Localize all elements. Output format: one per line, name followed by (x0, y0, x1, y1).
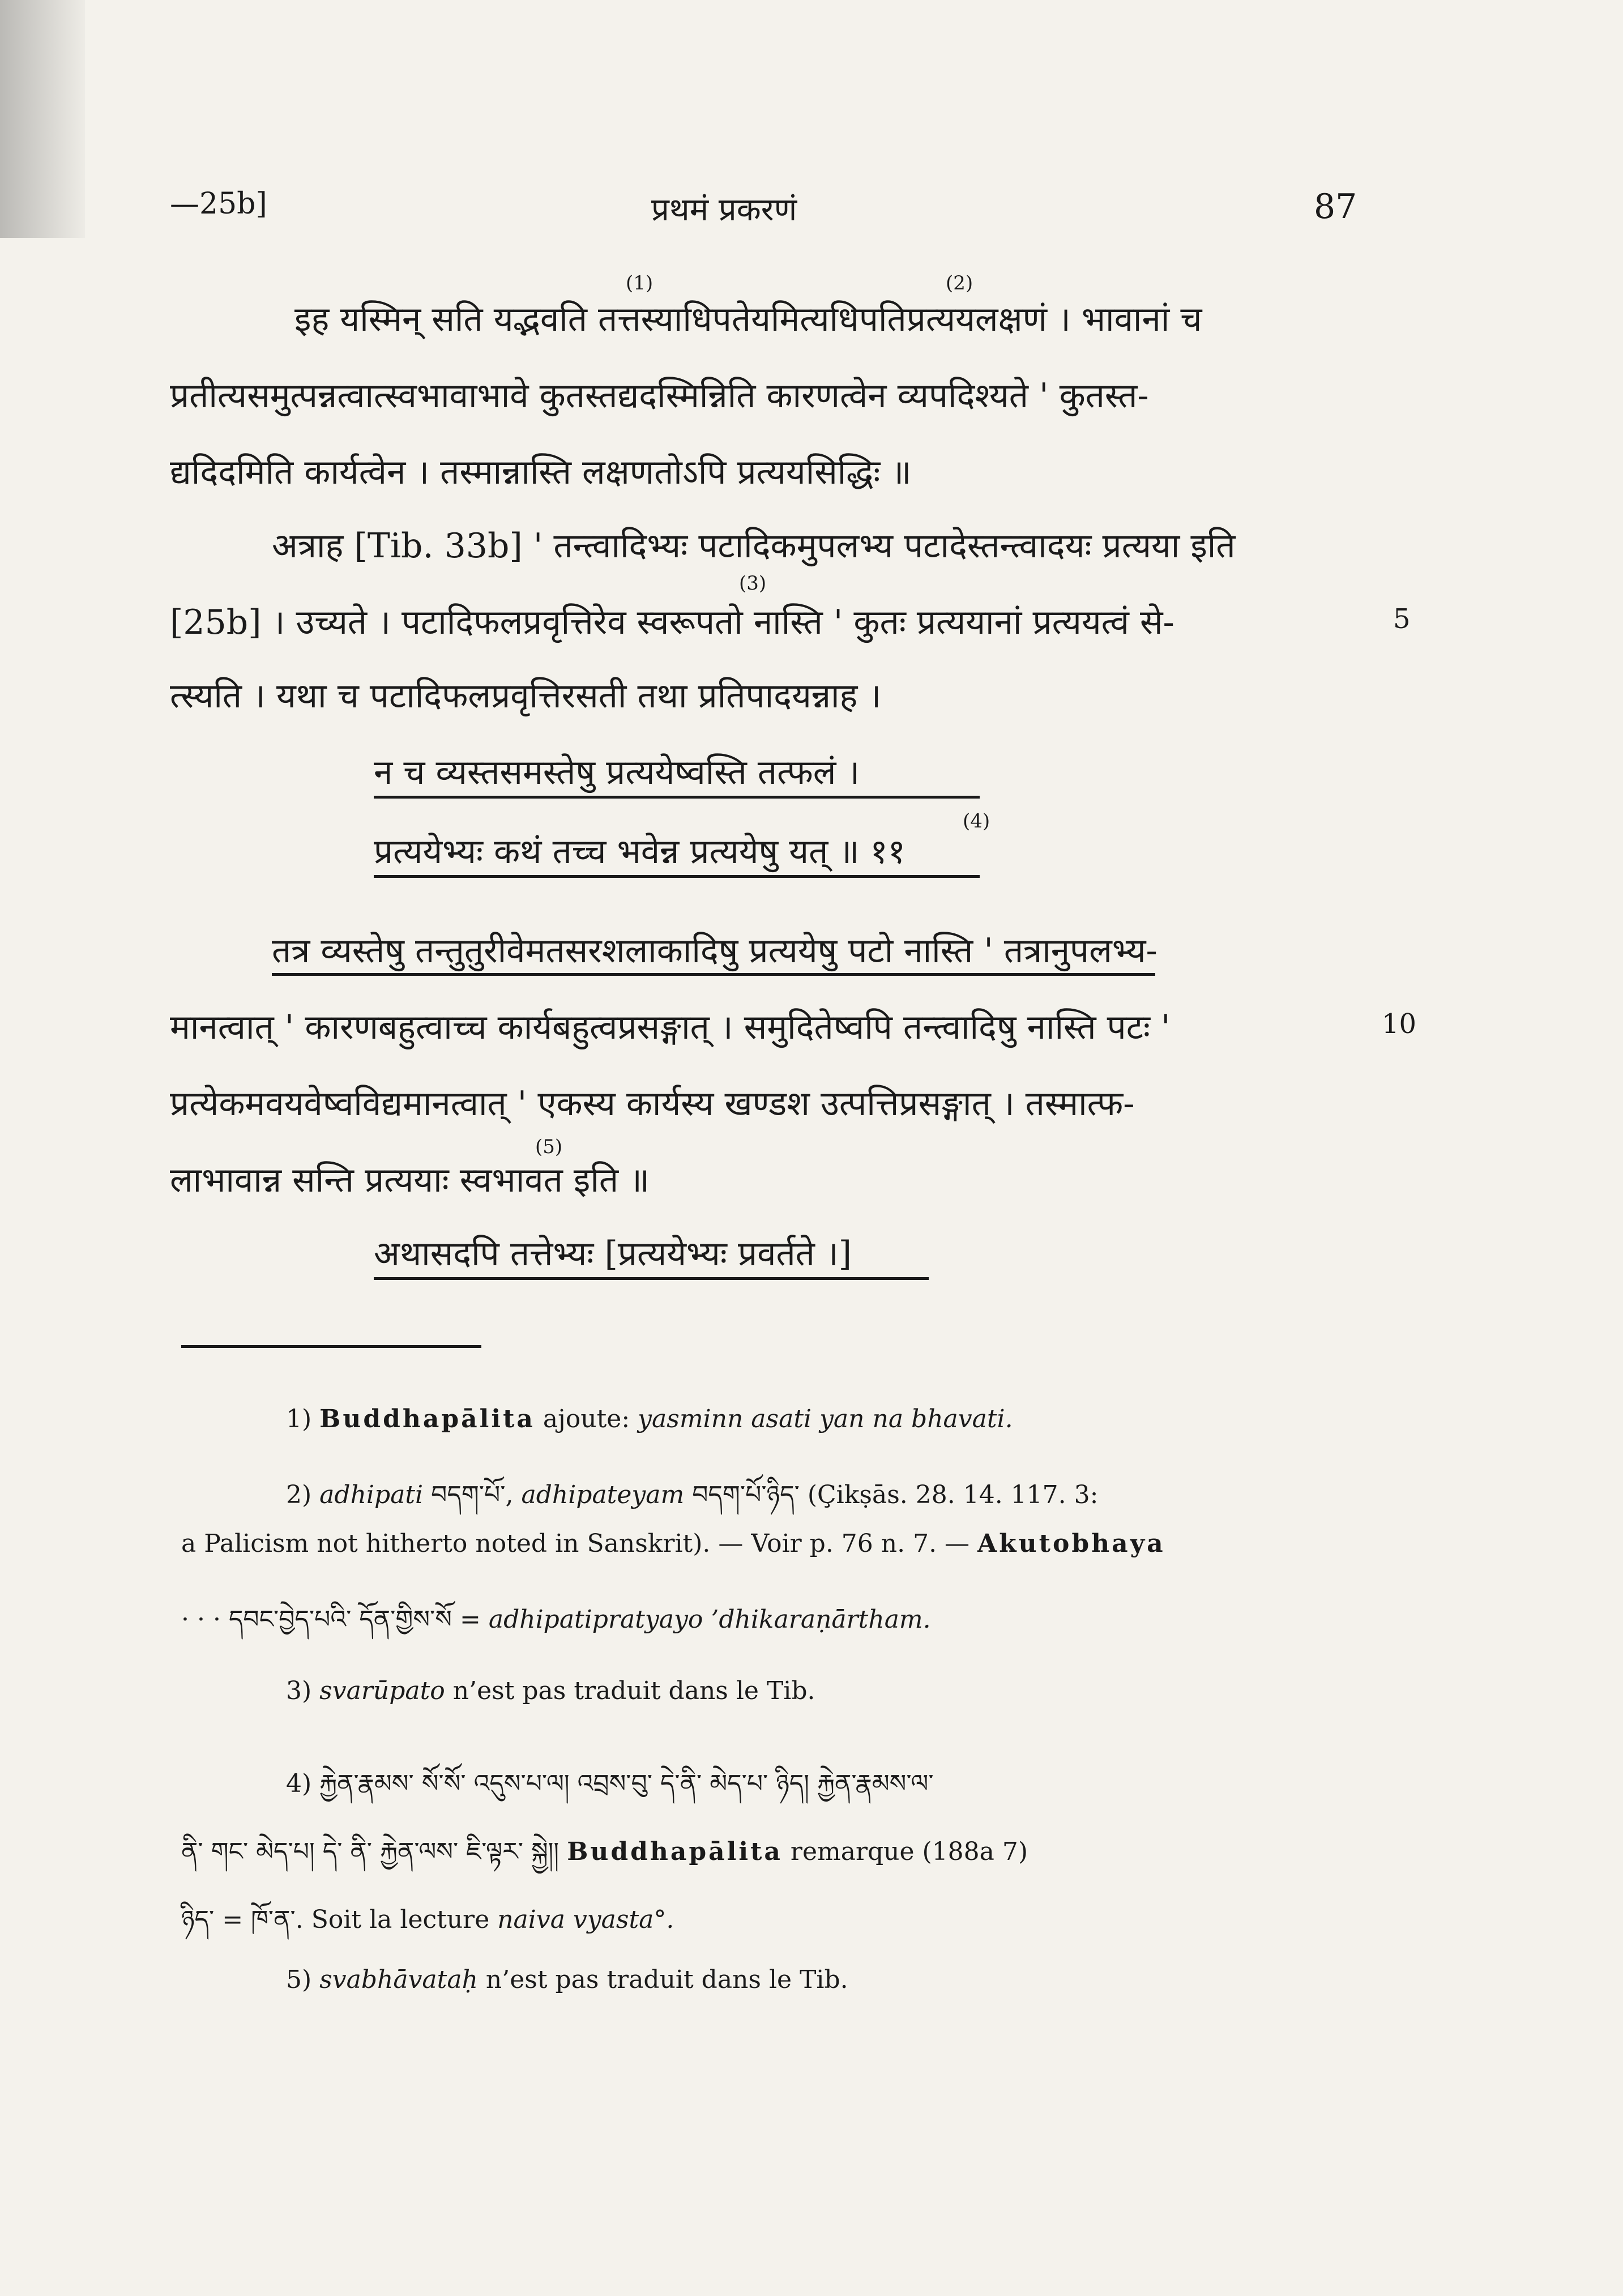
text-underline (272, 973, 1155, 976)
author-name: Buddhapālita (567, 1837, 783, 1866)
verse-underline (374, 1277, 929, 1280)
verse-underline (374, 875, 980, 878)
note-mark-4: (4) (963, 810, 990, 833)
tibetan-text: ཁོ་ན་ (251, 1905, 296, 1934)
footnote-4-cont (181, 1892, 674, 1962)
footnote-number: 2) (286, 1480, 312, 1509)
footnote-text: . Soit la lecture (295, 1905, 498, 1934)
note-mark-2: (2) (946, 272, 973, 295)
author-name: Buddhapālita (319, 1405, 535, 1433)
footnote-2-cont (181, 1529, 1165, 1558)
footnote-rule (181, 1345, 481, 1348)
footnote-3 (286, 1676, 815, 1705)
footnote-separator: , (505, 1480, 522, 1509)
footnote-2 (286, 1467, 1098, 1537)
text-line: प्रतीत्यसमुत्पन्नत्वात्स्वभावाभावे कुतस्तद्यदस्मिन्निति कारणत्वेन व्यपदिश्यते ' कुतस्त- (170, 376, 1149, 416)
footnote-2-cont (181, 1591, 931, 1662)
footnote-5 (286, 1965, 848, 1994)
footnote-4 (286, 1756, 934, 1826)
text-line: अत्राह [Tib. 33b] ' तन्त्वादिभ्यः पटादिकमुपलभ्य पटादेस्तन्त्वादयः प्रत्यया इति (272, 526, 1236, 566)
equals-sign: = (214, 1905, 251, 1934)
footnote-number: 1) (286, 1405, 312, 1433)
text-line: इह यस्मिन् सति यद्भवति तत्तस्याधिपतेयमित्यधिपतिप्रत्ययलक्षणं । भावानां च (294, 300, 1202, 339)
footnote-italic: svarūpato (319, 1676, 445, 1705)
tibetan-text: བདག་པོ་ཉིད་ (692, 1480, 800, 1509)
tibetan-text: ཉིད་ (181, 1905, 215, 1934)
footnote-text: a Palicism not hitherto noted in Sanskrit). — Voir p. 76 n. 7. — (181, 1529, 978, 1558)
verse-underline (374, 796, 980, 799)
note-mark-5: (5) (535, 1136, 563, 1158)
verse-line: न च व्यस्तसमस्तेषु प्रत्ययेष्वस्ति तत्फलं । (374, 753, 860, 792)
footnote-text: ajoute: (535, 1405, 638, 1433)
tibetan-text: བདག་པོ་ (431, 1480, 506, 1509)
footnote-text: · · · (181, 1605, 221, 1634)
header-page-number: 87 (1314, 187, 1357, 227)
footnote-text: n’est pas traduit dans le Tib. (445, 1676, 815, 1705)
footnote-italic: adhipatipratyayo ’dhikaraṇārtham. (488, 1605, 931, 1634)
verse-line: प्रत्ययेभ्यः कथं तच्च भवेन्न प्रत्ययेषु यत् ॥ ११ (374, 832, 906, 872)
author-name: Akutobhaya (977, 1529, 1165, 1558)
text-line: द्यदिदमिति कार्यत्वेन । तस्मान्नास्ति लक्षणतोऽपि प्रत्ययसिद्धिः ॥ (170, 453, 912, 492)
verse-line: अथासदपि तत्तेभ्यः [प्रत्ययेभ्यः प्रवर्तते ।] (374, 1234, 852, 1274)
footnote-number: 3) (286, 1676, 312, 1705)
line-number: 5 (1393, 603, 1411, 635)
tibetan-text: ནི་ གང་ མེད་པ། དེ་ ནི་ རྐྱེན་ལས་ ཇི་ལྟར་ སྐྱེ།། (181, 1837, 559, 1866)
text-line: प्रत्येकमवयवेष्वविद्यमानत्वात् ' एकस्य कार्यस्य खण्डश उत्पत्तिप्रसङ्गात् । तस्मात्फ- (170, 1084, 1135, 1124)
text-line: त्स्यति । यथा च पटादिफलप्रवृत्तिरसती तथा प्रतिपादयन्नाह । (170, 676, 882, 716)
footnote-italic: adhipati (319, 1480, 424, 1509)
footnote-text: remarque (188a 7) (782, 1837, 1028, 1866)
scan-smudge (0, 0, 85, 238)
text-line: [25b] । उच्यते । पटादिफलप्रवृत्तिरेव स्वरूपतो नास्ति ' कुतः प्रत्ययानां प्रत्ययत्वं से- (170, 603, 1174, 642)
text-line: तत्र व्यस्तेषु तन्तुतुरीवेमतसरशलाकादिषु प्रत्ययेषु पटो नास्ति ' तत्रानुपलभ्य- (272, 931, 1158, 971)
line-number: 10 (1382, 1008, 1417, 1040)
text-line: लाभावान्न सन्ति प्रत्ययाः स्वभावत इति ॥ (170, 1160, 650, 1200)
footnote-text: (Çikṣās. 28. 14. 117. 3: (807, 1480, 1099, 1509)
tibetan-text: རྐྱེན་རྣམས་ སོ་སོ་ འདུས་པ་ལ། འབྲས་བུ་ དེ་ནི་ མེད་པ་ ཉིད། རྐྱེན་རྣམས་ལ་ (319, 1769, 934, 1798)
footnote-italic: svabhāvataḥ (319, 1965, 478, 1994)
footnote-italic: naiva vyasta°. (497, 1905, 674, 1934)
footnote-number: 5) (286, 1965, 312, 1994)
footnote-number: 4) (286, 1769, 312, 1798)
equals-sign: = (452, 1605, 489, 1634)
footnote-italic: adhipateyam (521, 1480, 685, 1509)
note-mark-1: (1) (626, 272, 654, 295)
tibetan-text: དབང་བྱེད་པའི་ དོན་གྱིས་སོ (228, 1605, 452, 1634)
footnote-italic: yasminn asati yan na bhavati. (638, 1405, 1013, 1433)
text-line: मानत्वात् ' कारणबहुत्वाच्च कार्यबहुत्वप्रसङ्गात् । समुदितेष्वपि तन्त्वादिषु नास्ति पटः ' (170, 1008, 1171, 1047)
note-mark-3: (3) (739, 572, 767, 595)
footnote-4-cont (181, 1824, 1028, 1894)
footnote-1 (286, 1405, 1013, 1433)
header-section-ref: —25b] (170, 187, 267, 221)
header-chapter-title: प्रथमं प्रकरणं (651, 191, 797, 228)
footnote-text: n’est pas traduit dans le Tib. (477, 1965, 848, 1994)
